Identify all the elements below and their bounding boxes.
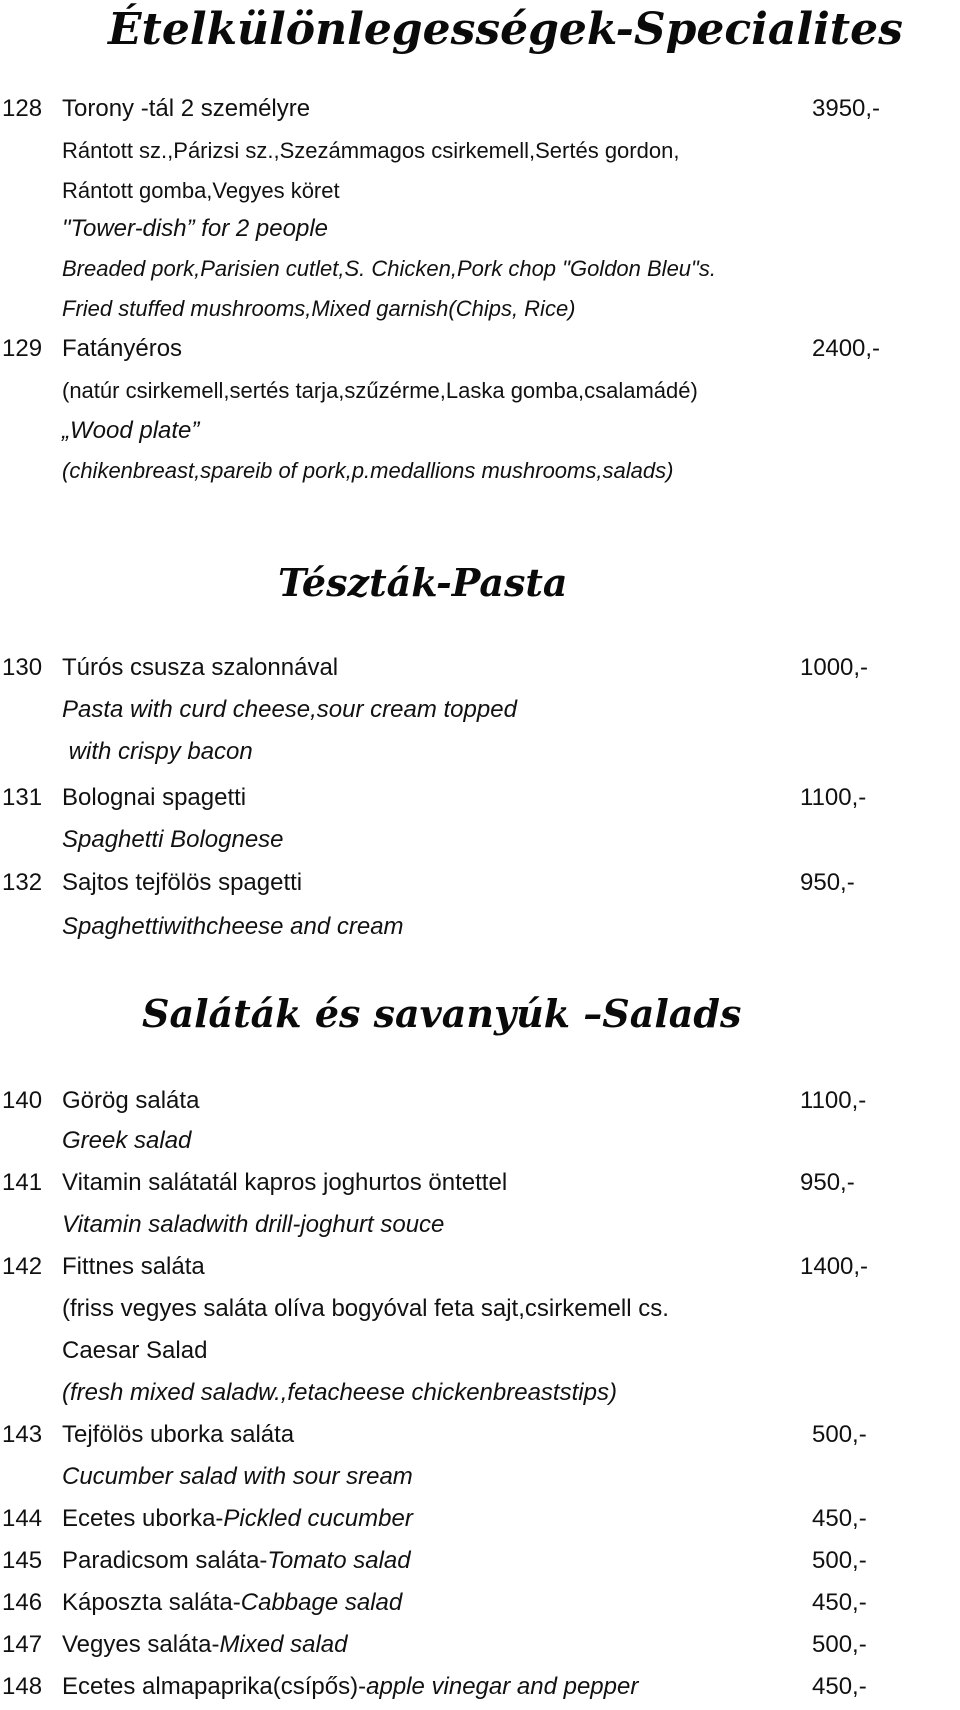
item-name: Görög saláta <box>62 1087 200 1114</box>
item-price: 500,- <box>812 1631 867 1658</box>
item-price: 450,- <box>812 1589 867 1616</box>
translation-line: Spaghetti Bolognese <box>62 826 284 853</box>
item-number: 129 <box>2 335 43 362</box>
translation-line: Breaded pork,Parisien cutlet,S. Chicken,Pork chop "Goldon Bleu"s. <box>62 256 716 281</box>
item-name: Torony -tál 2 személyre <box>62 95 311 122</box>
item-description <box>0 130 960 172</box>
menu-item-142 <box>0 1246 960 1288</box>
description-line: Rántott sz.,Párizsi sz.,Szezámmagos csirkemell,Sertés gordon, <box>62 138 680 163</box>
item-translation <box>0 208 960 250</box>
menu-item-146 <box>0 1582 960 1624</box>
item-name-hu: Paradicsom saláta- <box>62 1547 268 1574</box>
item-description <box>0 1330 960 1372</box>
menu-item-141 <box>0 1162 960 1204</box>
item-price: 950,- <box>800 1169 855 1196</box>
section-title-salads: Saláták és savanyúk –Salads <box>142 991 742 1036</box>
item-translation <box>0 1456 960 1498</box>
item-description <box>0 370 960 412</box>
menu-item-145 <box>0 1540 960 1582</box>
item-price: 1100,- <box>800 1087 867 1114</box>
menu-item-143 <box>0 1414 960 1456</box>
item-name <box>62 1624 348 1666</box>
item-number: 147 <box>2 1631 43 1658</box>
item-name <box>62 1666 638 1708</box>
item-translation <box>0 906 960 948</box>
menu-item-129 <box>0 328 960 370</box>
item-translation <box>0 450 960 492</box>
item-name <box>62 1498 413 1540</box>
item-price: 500,- <box>812 1421 867 1448</box>
menu-item-128 <box>0 88 960 130</box>
menu-item-147 <box>0 1624 960 1666</box>
item-price: 2400,- <box>812 335 881 362</box>
item-number: 141 <box>2 1169 43 1196</box>
item-number: 131 <box>2 784 43 811</box>
item-name-en: Pickled cucumber <box>223 1505 413 1532</box>
translation-line: Fried stuffed mushrooms,Mixed garnish(Chips, Rice) <box>62 296 576 321</box>
item-number: 132 <box>2 869 43 896</box>
item-name: Túrós csusza szalonnával <box>62 654 339 681</box>
item-name-en: Mixed salad <box>219 1631 348 1658</box>
item-translation <box>0 1372 960 1414</box>
translation-line: Cucumber salad with sour sream <box>62 1463 413 1490</box>
item-translation <box>0 689 960 731</box>
item-name-en: Tomato salad <box>267 1547 411 1574</box>
description-line: (friss vegyes saláta olíva bogyóval feta sajt,csirkemell cs. <box>62 1295 669 1322</box>
item-name <box>62 1582 402 1624</box>
section-title-specialites: Ételkülönlegességek-Specialites <box>108 4 903 55</box>
item-name-hu: Vegyes saláta- <box>62 1631 220 1658</box>
item-name: Bolognai spagetti <box>62 784 247 811</box>
item-number: 144 <box>2 1505 43 1532</box>
item-name-en: apple vinegar and pepper <box>366 1673 639 1700</box>
item-price: 3950,- <box>812 95 881 122</box>
item-name: Fatányéros <box>62 335 183 362</box>
translation-line: "Tower-dish” for 2 people <box>62 215 329 242</box>
menu-item-144 <box>0 1498 960 1540</box>
item-description <box>0 170 960 212</box>
translation-line: (fresh mixed saladw.,fetacheese chickenbreaststips) <box>62 1379 617 1406</box>
menu-item-140 <box>0 1080 960 1122</box>
translation-line: Pasta with curd cheese,sour cream topped <box>62 696 517 723</box>
description-line: Caesar Salad <box>62 1337 208 1364</box>
item-translation <box>0 410 960 452</box>
menu-item-148 <box>0 1666 960 1708</box>
item-number: 128 <box>2 95 43 122</box>
item-name: Fittnes saláta <box>62 1253 205 1280</box>
item-translation <box>0 819 960 861</box>
menu-item-130 <box>0 647 960 689</box>
item-price: 950,- <box>800 869 855 896</box>
item-name: Vitamin salátatál kapros joghurtos öntettel <box>62 1169 508 1196</box>
item-price: 450,- <box>812 1505 867 1532</box>
item-translation <box>0 731 960 773</box>
item-name-hu: Ecetes almapaprika(csípős)- <box>62 1673 367 1700</box>
item-price: 1400,- <box>800 1253 869 1280</box>
translation-line: Greek salad <box>62 1127 192 1154</box>
item-description <box>0 1288 960 1330</box>
menu-item-131 <box>0 777 960 819</box>
item-number: 145 <box>2 1547 43 1574</box>
menu-item-132 <box>0 862 960 904</box>
translation-line: (chikenbreast,spareib of pork,p.medallions mushrooms,salads) <box>62 458 674 483</box>
description-line: Rántott gomba,Vegyes köret <box>62 178 340 203</box>
item-number: 148 <box>2 1673 43 1700</box>
item-price: 450,- <box>812 1673 867 1700</box>
item-translation <box>0 1120 960 1162</box>
item-name: Sajtos tejfölös spagetti <box>62 869 303 896</box>
item-number: 140 <box>2 1087 43 1114</box>
translation-line: „Wood plate” <box>62 417 200 444</box>
item-price: 1000,- <box>800 654 869 681</box>
item-translation <box>0 1204 960 1246</box>
item-number: 143 <box>2 1421 43 1448</box>
translation-line: Spaghettiwithcheese and cream <box>62 913 404 940</box>
item-number: 130 <box>2 654 43 681</box>
item-translation <box>0 248 960 290</box>
item-translation <box>0 288 960 330</box>
item-name-hu: Ecetes uborka- <box>62 1505 224 1532</box>
description-line: (natúr csirkemell,sertés tarja,szűzérme,Laska gomba,csalamádé) <box>62 378 698 403</box>
translation-line: with crispy bacon <box>62 738 253 765</box>
translation-line: Vitamin saladwith drill-joghurt souce <box>62 1211 445 1238</box>
section-title-pasta: Tészták-Pasta <box>278 560 568 605</box>
item-number: 146 <box>2 1589 43 1616</box>
item-price: 1100,- <box>800 784 867 811</box>
item-price: 500,- <box>812 1547 867 1574</box>
item-name <box>62 1540 411 1582</box>
item-number: 142 <box>2 1253 43 1280</box>
item-name: Tejfölös uborka saláta <box>62 1421 295 1448</box>
item-name-hu: Káposzta saláta- <box>62 1589 241 1616</box>
item-name-en: Cabbage salad <box>240 1589 403 1616</box>
